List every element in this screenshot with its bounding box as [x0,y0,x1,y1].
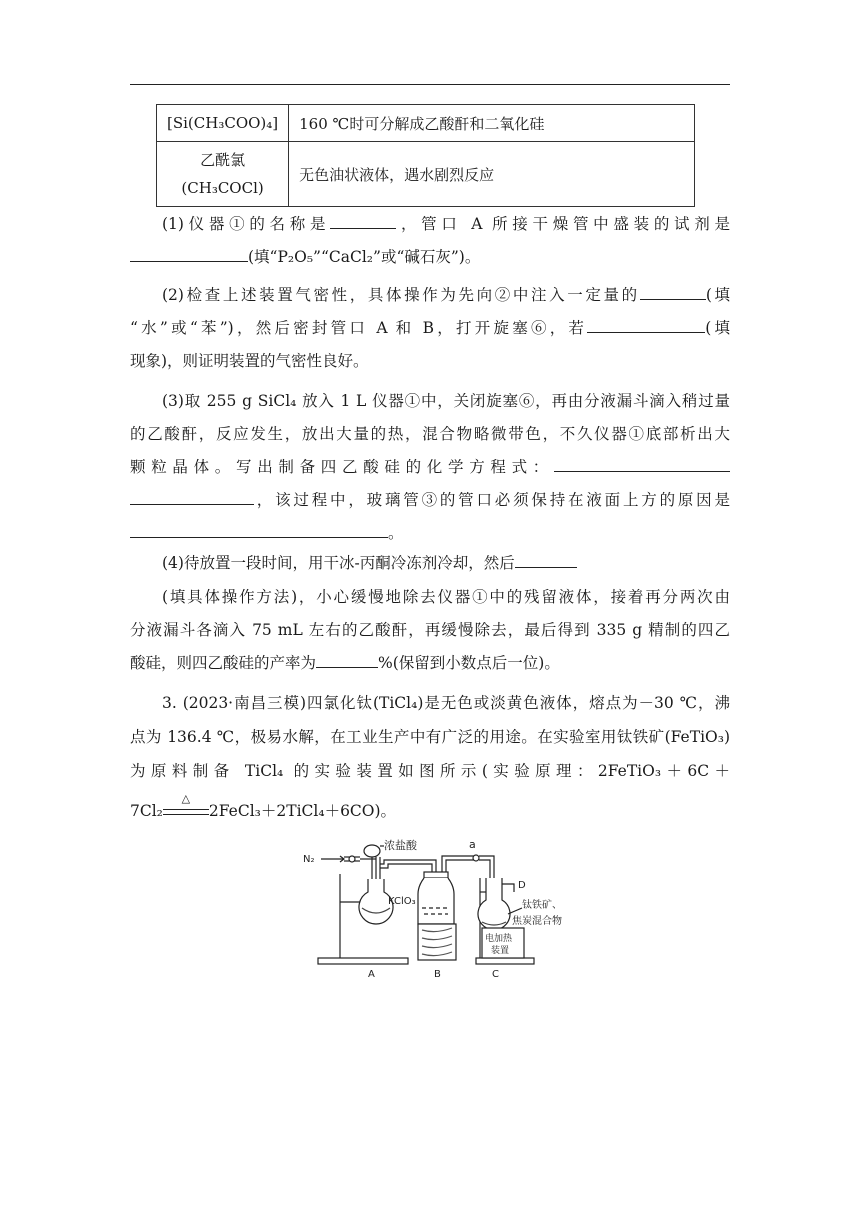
q3-text: ，该过程中，玻璃管③的管口必须保持在液面上方的原因是 [254,491,730,509]
q1-text: (填“P₂O₅”“CaCl₂”或“碱石灰”)。 [248,248,481,266]
answer-blank[interactable] [515,553,577,568]
q2-text: “水”或“苯”)，然后密封管口 A 和 B，打开旋塞⑥，若 [130,319,588,337]
q1-text: (1)仪器①的名称是 [162,215,331,233]
d-label: D [518,880,526,891]
reaction-arrow [163,792,209,827]
compound-cell [157,142,289,207]
q3-text: 颗粒晶体。写出制备四乙酸硅的化学方程式： [130,458,554,476]
q4-text: 分液漏斗各滴入 75 mL 左右的乙酸酐，再缓慢除去，最后得到 335 g 精制的四乙 [130,621,730,639]
table-row [157,142,695,207]
q3-line1 [130,386,730,417]
compound-cell: [Si(CH₃COO)₄] [157,105,289,142]
compound-formula: (CH₃COCl) [181,179,264,197]
kclo3-label: KClO₃ [388,896,416,907]
p3-line2 [130,722,730,753]
apparatus-label-b: B [434,969,441,980]
q3-line3 [130,452,730,483]
q1-line1 [130,209,730,240]
header-rule [130,84,730,85]
answer-blank[interactable] [554,457,730,472]
answer-blank[interactable] [316,653,378,668]
p3-line1 [130,688,730,719]
q3-text: 。 [388,524,404,542]
answer-blank[interactable] [130,490,254,505]
q4-line1 [130,548,730,579]
ore-label-2: 焦炭混合物 [512,916,562,927]
equation-right: 2FeCl₃＋2TiCl₄＋6CO)。 [208,802,397,820]
property-table [156,104,695,207]
valve-icon [349,856,355,862]
q4-line4 [130,648,730,679]
q2-text: 现象)，则证明装置的气密性良好。 [130,352,369,370]
q3-line5 [130,518,730,549]
equation-left: 7Cl₂ [130,802,163,820]
apparatus-figure [296,834,656,982]
n2-label: N₂ [303,854,315,865]
q1-line2 [130,242,730,273]
q2-text: (填 [705,286,730,304]
ore-label-1: 钛铁矿、 [522,900,562,911]
heater-label-1: 电加热 [485,934,513,944]
q1-text: ，管口 A 所接干燥管中盛装的试剂是 [396,215,730,233]
valve-icon [473,855,479,861]
compound-name: 乙酰氯 [200,151,246,169]
acid-label: 浓盐酸 [384,839,417,852]
table-row [157,105,695,142]
description-cell: 160 ℃时可分解成乙酸酐和二氧化硅 [289,105,695,142]
q4-text: 酸硅，则四乙酸硅的产率为 [130,654,317,672]
q3-text: (3)取 255 g SiCl₄ 放入 1 L 仪器①中，关闭旋塞⑥，再由分液漏斗滴入稍过量 [162,392,730,410]
q4-line3 [130,615,730,646]
q3-line4 [130,485,730,516]
q2-line1 [130,280,730,311]
p3-text: 为原料制备 TiCl₄ 的实验装置如图所示(实验原理：2FeTiO₃＋6C＋ [130,762,730,780]
q3-line2 [130,419,730,450]
answer-blank[interactable] [330,214,396,229]
apparatus-label-c: C [492,969,499,980]
q4-text: (4)待放置一段时间，用干冰-丙酮冷冻剂冷却，然后 [162,554,515,572]
q2-line2 [130,313,730,344]
heater-label-2: 装置 [491,946,510,956]
p3-line3 [130,756,730,787]
q4-text: %(保留到小数点后一位)。 [378,654,560,672]
valve-a-label: a [469,838,476,851]
q2-text: (2)检查上述装置气密性，具体操作为先向②中注入一定量的 [162,286,640,304]
p3-text: 点为 136.4 ℃，极易水解，在工业生产中有广泛的用途。在实验室用钛铁矿(FeTiO₃) [130,728,730,746]
q4-text: (填具体操作方法)，小心缓慢地除去仪器①中的残留液体，接着再分两次由 [162,588,730,606]
q2-text: (填 [705,319,730,337]
answer-blank[interactable] [130,247,248,262]
p3-equation-line [130,792,730,827]
q3-text: 的乙酸酐，反应发生，放出大量的热，混合物略微带色，不久仪器①底部析出大 [130,425,730,443]
q2-line3 [130,346,730,377]
heat-symbol: △ [181,792,191,805]
answer-blank[interactable] [587,318,705,333]
q4-line2 [130,582,730,613]
answer-blank[interactable] [130,523,388,538]
description-cell: 无色油状液体，遇水剧烈反应 [289,142,695,207]
apparatus-label-a: A [368,969,375,980]
p3-text: 3. (2023·南昌三模)四氯化钛(TiCl₄)是无色或淡黄色液体，熔点为－30 ℃，沸 [162,694,730,712]
answer-blank[interactable] [640,285,706,300]
